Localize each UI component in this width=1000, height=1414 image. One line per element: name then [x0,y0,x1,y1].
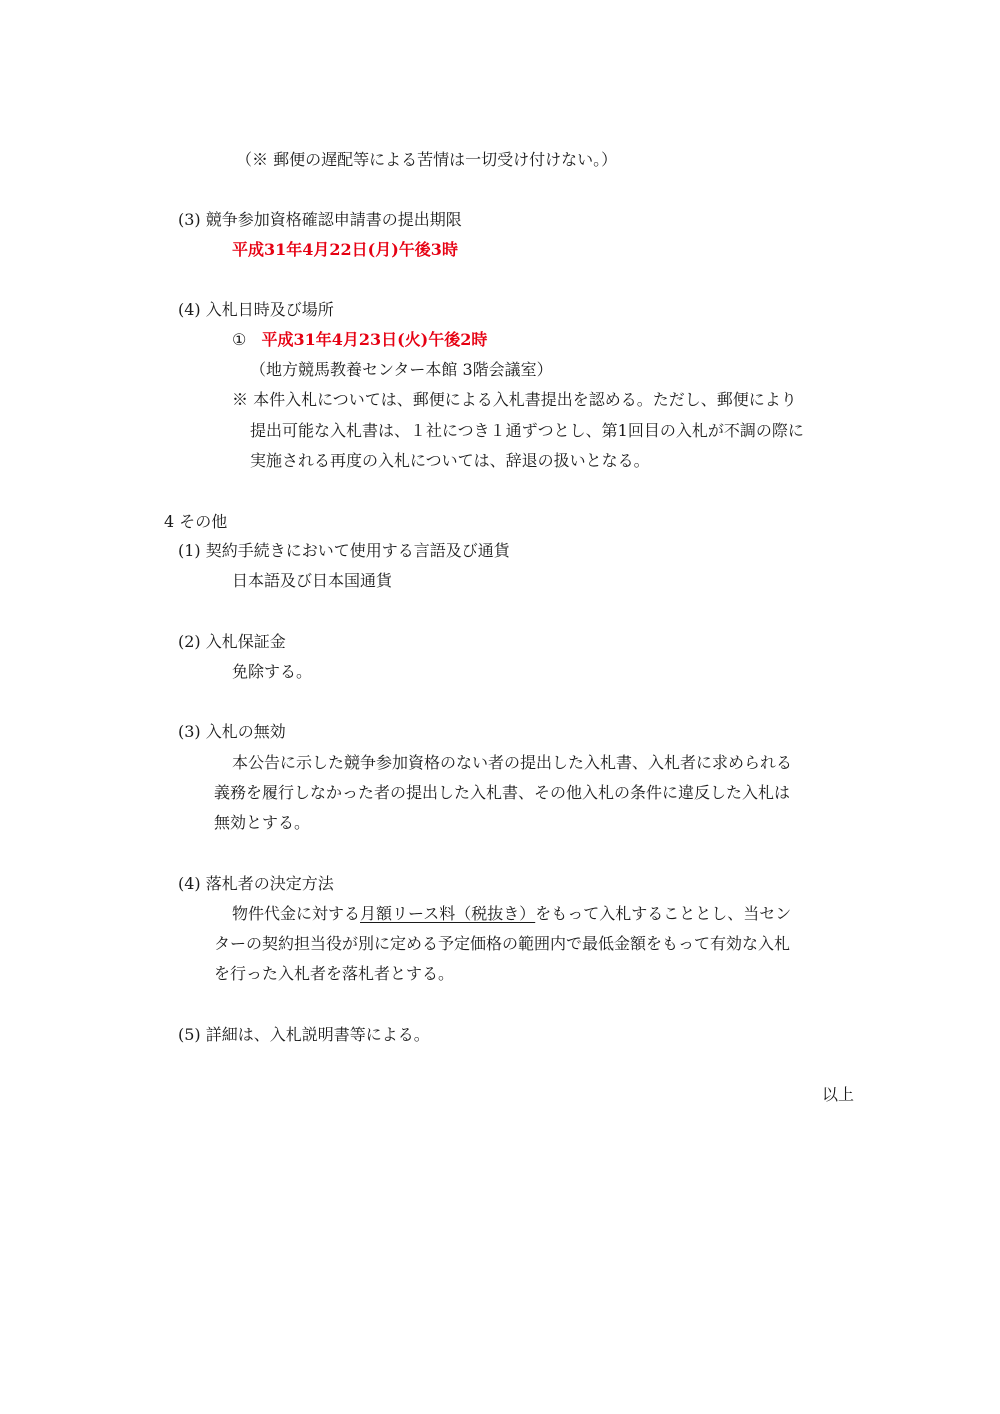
section-4-4-line1-post: をもって入札することとし、当セン [535,904,792,923]
postal-delay-note: （※ 郵便の遅配等による苦情は一切受け付けない。） [236,150,618,169]
closing-mark: 以上 [822,1085,855,1104]
section-3-4-heading: (4) 入札日時及び場所 [178,300,334,319]
application-deadline: 平成31年4月22日(月)午後3時 [232,240,458,259]
bid-place: （地方競馬教養センター本館 3階会議室） [250,360,553,379]
postal-bid-note-line2: 提出可能な入札書は、１社につき１通ずつとし、第1回目の入札が不調の際に [250,421,804,440]
section-4-1-body: 日本語及び日本国通貨 [232,571,393,590]
section-4-4-line3: を行った入札者を落札者とする。 [214,964,455,983]
bid-datetime: 平成31年4月23日(火)午後2時 [261,330,488,349]
section-4-2-heading: (2) 入札保証金 [178,632,286,651]
monthly-lease-fee: 月額リース料（税抜き） [360,904,536,923]
postal-bid-note-line3: 実施される再度の入札については、辞退の扱いとなる。 [250,451,650,470]
section-4-2-body: 免除する。 [232,662,313,681]
section-4-3-line2: 義務を履行しなかった者の提出した入札書、その他入札の条件に違反した入札は [214,783,791,802]
section-4-4-line1 [232,904,791,924]
section-4-4-line2: ターの契約担当役が別に定める予定価格の範囲内で最低金額をもって有効な入札 [214,934,791,953]
section-4-heading: 4 その他 [164,512,228,531]
item-marker: ① [232,330,247,349]
section-3-3-heading: (3) 競争参加資格確認申請書の提出期限 [178,210,462,229]
section-4-1-heading: (1) 契約手続きにおいて使用する言語及び通貨 [178,541,510,560]
section-4-3-line1: 本公告に示した競争参加資格のない者の提出した入札書、入札者に求められる [232,753,793,772]
section-4-3-line3: 無効とする。 [214,813,311,832]
section-4-4-heading: (4) 落札者の決定方法 [178,874,334,893]
section-4-3-heading: (3) 入札の無効 [178,722,286,741]
postal-bid-note-line1: ※ 本件入札については、郵便による入札書提出を認める。ただし、郵便により [232,390,797,409]
section-4-4-line1-pre: 物件代金に対する [232,904,361,923]
bid-datetime-item [232,330,487,350]
section-4-5-heading: (5) 詳細は、入札説明書等による。 [178,1025,430,1044]
